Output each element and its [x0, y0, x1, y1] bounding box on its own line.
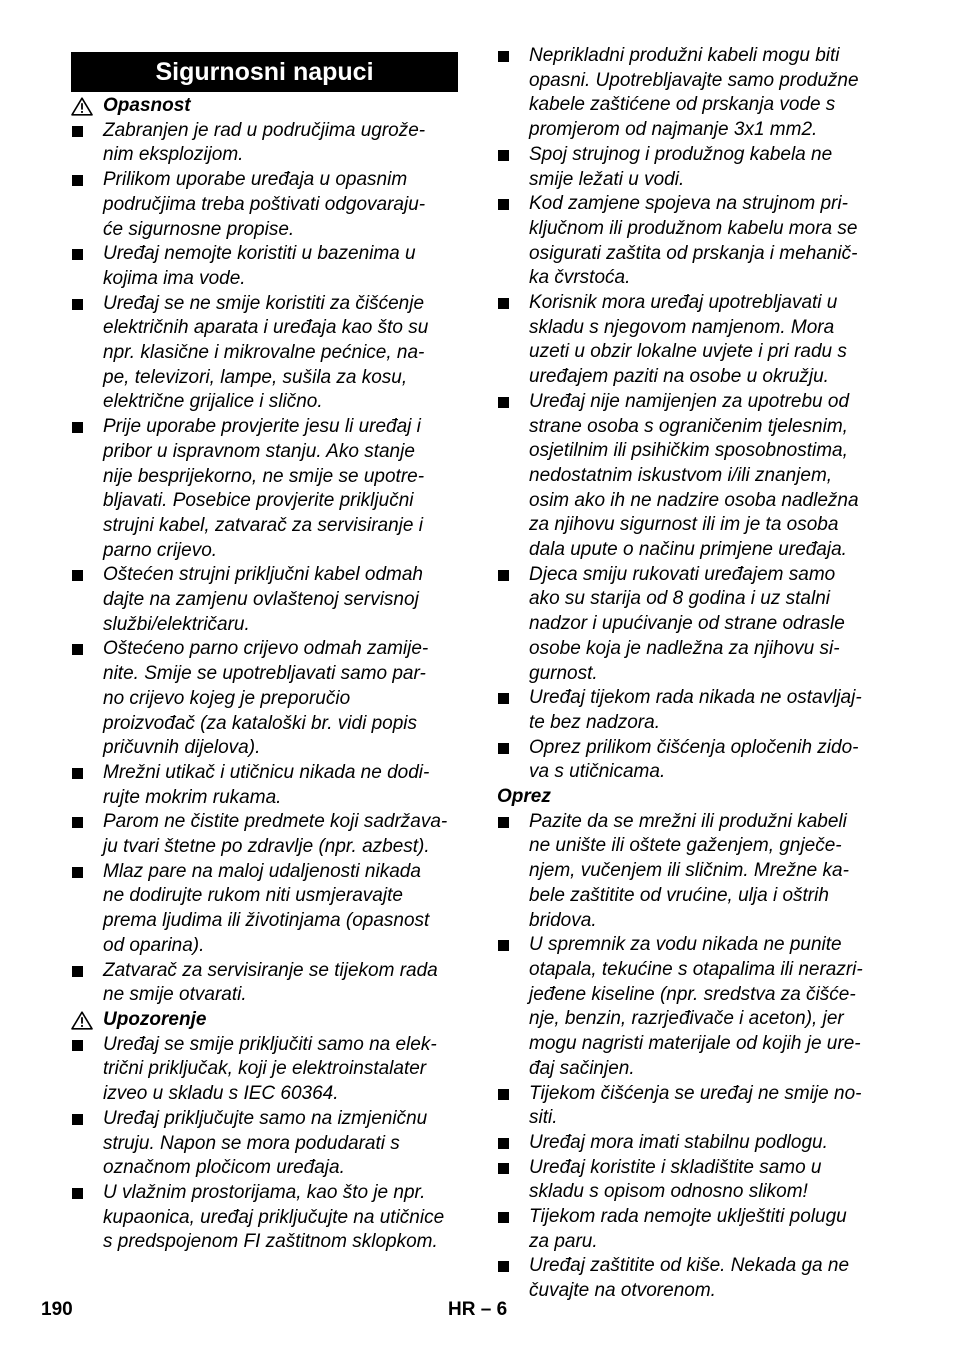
list-item-text: Uređaj mora imati stabilnu podlogu. [529, 1131, 828, 1153]
page-code: HR – 6 [448, 1299, 508, 1320]
list-item-text: strujni kabel, zatvarač za servisiranje i [103, 514, 423, 536]
list-item-text: Prilikom uporabe uređaja u opasnim [103, 169, 408, 191]
list-item-text: osim ako ih ne nadzire osoba nadležna [529, 489, 859, 511]
list-item-text: za paru. [529, 1230, 598, 1252]
list-item [497, 390, 887, 563]
square-bullet-icon [72, 867, 83, 878]
square-bullet-icon [498, 150, 509, 161]
list-item [497, 563, 887, 687]
list-item-text: Zatvarač za servisiranje se tijekom rada [103, 959, 438, 981]
list-item-text: Uređaj priključujte samo na izmjeničnu [103, 1107, 428, 1129]
list-item-text: dajte na zamjenu ovlaštenoj servisnoj [103, 589, 419, 611]
square-bullet-icon [498, 199, 509, 210]
warning-triangle-icon [71, 97, 93, 116]
list-item [497, 1082, 887, 1131]
caution-list [497, 810, 887, 1304]
list-item-text: npr. klasične i mikrovalne pećnice, na- [103, 342, 425, 364]
square-bullet-icon [72, 817, 83, 828]
list-item-text: izveo u skladu s IEC 60364. [103, 1083, 339, 1105]
list-item-text: osigurati zaštita od prskanja i mehanič- [529, 242, 858, 264]
list-item-text: ključnom ili produžnom kabelu mora se [529, 217, 858, 239]
list-item [497, 810, 887, 934]
list-item-text: Oštećeno parno crijevo odmah zamije- [103, 638, 429, 660]
danger-list [71, 119, 458, 1008]
list-item-text: smije ležati u vodi. [529, 168, 685, 190]
list-item-text: struju. Napon se mora podudarati s [103, 1132, 400, 1154]
list-item [71, 761, 458, 810]
danger-heading [71, 94, 458, 119]
square-bullet-icon [498, 817, 509, 828]
list-item [71, 242, 458, 291]
square-bullet-icon [72, 175, 83, 186]
list-item-text: Uređaj se smije priključiti samo na elek- [103, 1033, 437, 1055]
list-item-text: ju tvari štetne po zdravlje (npr. azbest). [103, 836, 430, 858]
list-item-text: Mlaz pare na maloj udaljenosti nikada [103, 860, 421, 882]
page-number: 190 [41, 1299, 73, 1320]
list-item-text: ne unište ili oštete gaženjem, gnječe- [529, 835, 842, 857]
list-item [71, 810, 458, 859]
list-item-text: strane osoba s ograničenim tjelesnim, [529, 415, 848, 437]
square-bullet-icon [72, 126, 83, 137]
list-item-text: nite. Smije se upotrebljavati samo par- [103, 663, 426, 685]
list-item-text: označnom pločicom uređaja. [103, 1157, 345, 1179]
square-bullet-icon [72, 1114, 83, 1125]
list-item-text: siti. [529, 1107, 558, 1129]
list-item-text: nedostatnim iskustvom i/ili znanjem, [529, 464, 833, 486]
list-item-text: U vlažnim prostorijama, kao što je npr. [103, 1181, 426, 1203]
list-item [497, 686, 887, 735]
list-item-text: opasni. Upotrebljavajte samo produžne [529, 69, 859, 91]
list-item [497, 44, 887, 143]
list-item [497, 291, 887, 390]
list-item-text: električnih aparata i uređaja kao što su [103, 317, 429, 339]
list-item-text: prema ljudima ili životinjama (opasnost [103, 910, 430, 932]
list-item-text: bljavati. Posebice provjerite priključni [103, 490, 414, 512]
list-item-text: nje, benzin, razrjeđivače i aceton), jer [529, 1008, 844, 1030]
right-column [497, 44, 887, 1304]
square-bullet-icon [498, 51, 509, 62]
list-item-text: Korisnik mora uređaj upotrebljavati u [529, 292, 838, 314]
list-item-text: parno crijevo. [103, 539, 218, 561]
square-bullet-icon [72, 249, 83, 260]
list-item [497, 1156, 887, 1205]
square-bullet-icon [72, 1040, 83, 1051]
list-item-text: pe, televizori, lampe, sušila za kosu, [103, 366, 408, 388]
list-item-text: od oparina). [103, 934, 205, 956]
list-item-text: čuvajte na otvorenom. [529, 1280, 716, 1302]
list-item-text: električne grijalice i slično. [103, 391, 323, 413]
list-item-text: Pazite da se mrežni ili produžni kabeli [529, 810, 847, 832]
list-item [497, 1205, 887, 1254]
square-bullet-icon [72, 1188, 83, 1199]
left-column [71, 52, 458, 1255]
list-item-text: pričuvnih dijelova). [103, 737, 261, 759]
square-bullet-icon [72, 299, 83, 310]
list-item-text: trični priključak, koji je elektroinstalater [103, 1058, 427, 1080]
page-title: Sigurnosni napuci [71, 52, 458, 92]
list-item-text: mogu nagristi materijale od kojih je ure- [529, 1033, 861, 1055]
list-item [71, 563, 458, 637]
list-item-text: kojima ima vode. [103, 267, 246, 289]
square-bullet-icon [498, 743, 509, 754]
list-item-text: jeđene kiseline (npr. sredstva za čišće- [529, 983, 856, 1005]
list-item-text: Uređaj zaštitite od kiše. Nekada ga ne [529, 1255, 850, 1277]
list-item [497, 736, 887, 785]
list-item [71, 168, 458, 242]
list-item [71, 1033, 458, 1107]
square-bullet-icon [498, 1261, 509, 1272]
list-item-text: Uređaj nije namijenjen za upotrebu od [529, 390, 850, 412]
list-item-text: bridova. [529, 909, 597, 931]
warning-list-continued [497, 44, 887, 785]
list-item-text: Tijekom čišćenja se uređaj ne smije no- [529, 1082, 862, 1104]
list-item-text: kabele zaštićene od prskanja vode s [529, 94, 836, 116]
square-bullet-icon [498, 940, 509, 951]
square-bullet-icon [498, 1138, 509, 1149]
list-item-text: osobe koja je nadležna za njihovu si- [529, 637, 840, 659]
list-item-text: dala upute o načinu primjene uređaja. [529, 539, 847, 561]
list-item-text: U spremnik za vodu nikada ne punite [529, 934, 842, 956]
caution-heading: Oprez [497, 786, 551, 808]
list-item-text: uređajem paziti na osobe u okružju. [529, 366, 829, 388]
list-item-text: otapala, tekućine s otapalima ili nerazri- [529, 959, 863, 980]
list-item-text: đaj sačinjen. [529, 1057, 635, 1079]
list-item-text: kupaonica, uređaj priključujte na utičnice [103, 1206, 445, 1228]
list-item-text: ne smije otvarati. [103, 984, 247, 1006]
square-bullet-icon [498, 693, 509, 704]
square-bullet-icon [498, 1163, 509, 1174]
list-item [497, 192, 887, 291]
list-item-text: Uređaj koristite i skladištite samo u [529, 1156, 822, 1178]
list-item-text: ako su starija od 8 godina i uz stalni [529, 588, 831, 610]
list-item [71, 119, 458, 168]
list-item [497, 933, 887, 1081]
list-item-text: ka čvrstoća. [529, 267, 631, 289]
list-item-text: skladu s opisom odnosno slikom! [529, 1181, 808, 1203]
square-bullet-icon [72, 768, 83, 779]
list-item-text: no crijevo kojeg je preporučio [103, 687, 351, 709]
list-item-text: va s utičnicama. [529, 761, 666, 783]
square-bullet-icon [72, 422, 83, 433]
square-bullet-icon [498, 1212, 509, 1223]
list-item-text: Parom ne čistite predmete koji sadržava- [103, 811, 448, 833]
danger-heading-label: Opasnost [103, 95, 191, 116]
warning-heading [71, 1008, 458, 1033]
list-item [71, 637, 458, 761]
list-item-text: službi/električaru. [103, 613, 250, 635]
list-item-text: Uređaj nemojte koristiti u bazenima u [103, 243, 416, 265]
list-item-text: za njihovu sigurnost ili im je ta osoba [529, 514, 839, 536]
list-item-text: Tijekom rada nemojte uklještiti polugu [529, 1206, 847, 1228]
square-bullet-icon [72, 644, 83, 655]
list-item-text: Zabranjen je rad u područjima ugrože- [103, 119, 426, 141]
list-item-text: s predspojenom FI zaštitnom sklopkom. [103, 1231, 438, 1253]
list-item-text: Uređaj se ne smije koristiti za čišćenje [103, 292, 425, 314]
warning-triangle-icon [71, 1011, 93, 1030]
square-bullet-icon [72, 966, 83, 977]
list-item-text: nim eksplozijom. [103, 144, 244, 166]
list-item-text: Oštećen strujni priključni kabel odmah [103, 564, 423, 586]
square-bullet-icon [498, 298, 509, 309]
list-item-text: uzeti u obzir lokalne uvjete i pri radu s [529, 341, 847, 363]
warning-list [71, 1033, 458, 1255]
list-item-text: proizvođač (za kataloški br. vidi popis [103, 712, 417, 734]
list-item-text: Djeca smiju rukovati uređajem samo [529, 563, 836, 585]
list-item-text: gurnost. [529, 662, 598, 684]
list-item [497, 1254, 887, 1303]
list-item-text: pribor u ispravnom stanju. Ako stanje [103, 440, 415, 462]
list-item [71, 959, 458, 1008]
list-item-text: Uređaj tijekom rada nikada ne ostavljaj- [529, 687, 862, 709]
list-item-text: te bez nadzora. [529, 711, 660, 733]
list-item-text: će sigurnosne propise. [103, 218, 295, 240]
list-item-text: nadzor i upućivanje od strane odrasle [529, 613, 845, 635]
list-item [71, 292, 458, 416]
warning-heading-label: Upozorenje [103, 1009, 207, 1030]
list-item [497, 1131, 887, 1156]
list-item [71, 1107, 458, 1181]
list-item-text: Oprez prilikom čišćenja opločenih zido- [529, 736, 859, 758]
list-item-text: područjima treba poštivati odgovaraju- [103, 193, 426, 215]
square-bullet-icon [498, 570, 509, 581]
list-item-text: njem, vučenjem ili sličnim. Mrežne ka- [529, 860, 849, 882]
list-item-text: osjetilnim ili psihičkim sposobnostima, [529, 440, 848, 462]
square-bullet-icon [498, 1089, 509, 1100]
list-item-text: Neprikladni produžni kabeli mogu biti [529, 45, 840, 66]
list-item [71, 860, 458, 959]
list-item [497, 143, 887, 192]
list-item-text: ne dodirujte rukom niti usmjeravajte [103, 885, 403, 907]
list-item-text: rujte mokrim rukama. [103, 786, 282, 808]
list-item-text: Prije uporabe provjerite jesu li uređaj i [103, 416, 421, 438]
list-item-text: Mrežni utikač i utičnicu nikada ne dodi- [103, 761, 430, 783]
list-item [71, 1181, 458, 1255]
list-item [71, 415, 458, 563]
list-item-text: promjerom od najmanje 3x1 mm2. [529, 119, 818, 141]
square-bullet-icon [498, 397, 509, 408]
square-bullet-icon [72, 570, 83, 581]
list-item-text: nije besprijekorno, ne smije se upotre- [103, 465, 425, 487]
list-item-text: Spoj strujnog i produžnog kabela ne [529, 143, 833, 165]
list-item-text: Kod zamjene spojeva na strujnom pri- [529, 193, 848, 215]
list-item-text: skladu s njegovom namjenom. Mora [529, 316, 835, 338]
list-item-text: bele zaštitite od vrućine, ulja i oštrih [529, 884, 829, 906]
